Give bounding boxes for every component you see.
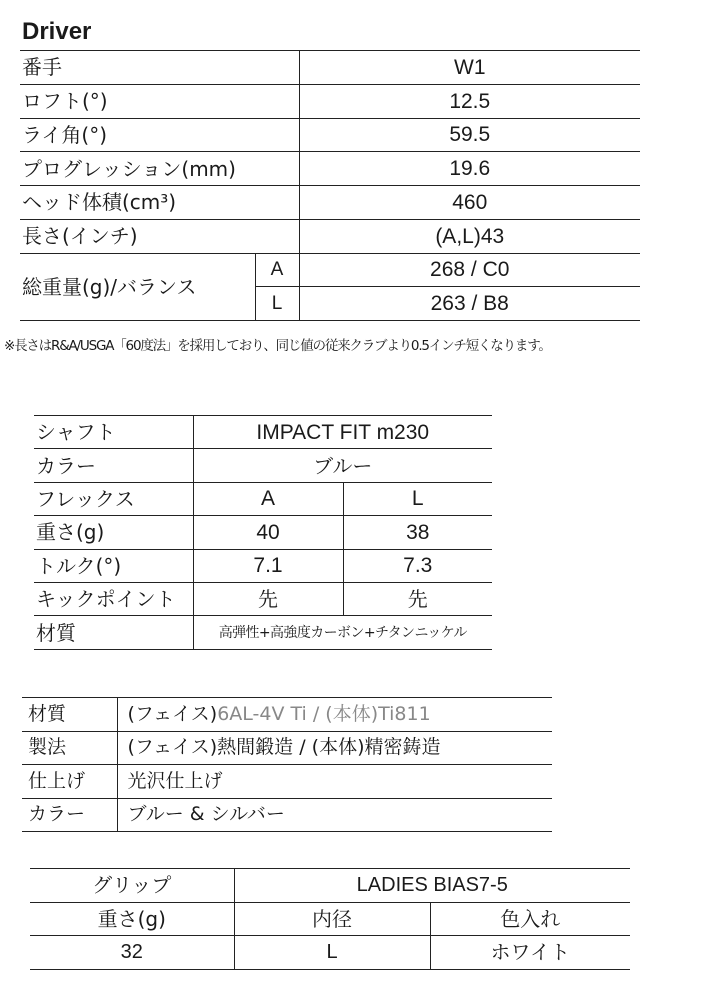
shaft-label: シャフト (34, 416, 193, 449)
table-row (20, 186, 640, 220)
spec-value: 460 (299, 186, 640, 220)
weight-balance-label: 総重量(g)/バランス (20, 253, 255, 321)
table-row (20, 253, 640, 287)
flex-a-label: A (255, 253, 299, 287)
grip-diameter: L (234, 936, 430, 970)
kick-point-a: 先 (193, 582, 343, 615)
torque-label: トルク(°) (34, 549, 193, 582)
table-row (20, 51, 640, 85)
table-row (34, 482, 492, 515)
table-row (22, 698, 552, 732)
spec-label: プログレッション(mm) (20, 152, 299, 186)
kick-point-label: キックポイント (34, 582, 193, 615)
grip-label: グリップ (30, 869, 234, 903)
shaft-material-label: 材質 (34, 616, 193, 649)
weight-balance-l: 263 / B8 (299, 287, 640, 321)
grip-color-label: 色入れ (430, 902, 630, 936)
spec-value: 19.6 (299, 152, 640, 186)
spec-label: 番手 (20, 51, 299, 85)
grip-diameter-label: 内径 (234, 902, 430, 936)
shaft-color-label: カラー (34, 449, 193, 482)
material-alloy: 6AL-4V Ti / (本体)Ti811 (217, 702, 431, 725)
material-face-label: (フェイス) (127, 702, 218, 725)
head-specs-table (20, 50, 640, 321)
spec-label: ライ角(°) (20, 118, 299, 152)
spec-label: 長さ(インチ) (20, 219, 299, 253)
flex-l: L (343, 482, 492, 515)
table-row (30, 869, 630, 903)
head-color-label: カラー (22, 798, 117, 832)
flex-l-label: L (255, 287, 299, 321)
flex-a: A (193, 482, 343, 515)
weight-balance-a: 268 / C0 (299, 253, 640, 287)
shaft-color: ブルー (193, 449, 492, 482)
kick-point-l: 先 (343, 582, 492, 615)
table-row (30, 936, 630, 970)
shaft-name: IMPACT FIT m230 (193, 416, 492, 449)
weight-l: 38 (343, 516, 492, 549)
flex-label: フレックス (34, 482, 193, 515)
method-value: (フェイス)熱間鍛造 / (本体)精密鋳造 (117, 731, 552, 765)
weight-label: 重さ(g) (34, 516, 193, 549)
weight-a: 40 (193, 516, 343, 549)
shaft-table (34, 415, 492, 650)
table-row (34, 416, 492, 449)
table-row (34, 616, 492, 649)
table-row (30, 902, 630, 936)
table-row (34, 582, 492, 615)
finish-value: 光沢仕上げ (117, 765, 552, 799)
grip-table (30, 868, 630, 970)
finish-label: 仕上げ (22, 765, 117, 799)
table-row (20, 118, 640, 152)
head-color-value: ブルー & シルバー (117, 798, 552, 832)
spec-value: 12.5 (299, 84, 640, 118)
table-row (20, 152, 640, 186)
material-label: 材質 (22, 698, 117, 732)
grip-weight: 32 (30, 936, 234, 970)
spec-value: 59.5 (299, 118, 640, 152)
table-row (22, 765, 552, 799)
grip-name: LADIES BIAS7-5 (234, 869, 630, 903)
spec-value: W1 (299, 51, 640, 85)
grip-weight-label: 重さ(g) (30, 902, 234, 936)
spec-label: ロフト(°) (20, 84, 299, 118)
shaft-material: 高弾性+高強度カーボン+チタンニッケル (193, 616, 492, 649)
material-value (117, 698, 552, 732)
spec-label: ヘッド体積(cm³) (20, 186, 299, 220)
page-title: Driver (22, 18, 92, 45)
table-row (34, 449, 492, 482)
grip-color: ホワイト (430, 936, 630, 970)
head-material-table (22, 697, 552, 832)
method-label: 製法 (22, 731, 117, 765)
table-row (20, 219, 640, 253)
table-row (22, 731, 552, 765)
table-row (22, 798, 552, 832)
table-row (34, 549, 492, 582)
spec-value: (A,L)43 (299, 219, 640, 253)
table-row (34, 516, 492, 549)
torque-a: 7.1 (193, 549, 343, 582)
torque-l: 7.3 (343, 549, 492, 582)
table-row (20, 84, 640, 118)
length-note: ※長さはR&A/USGA「60度法」を採用しており、同じ値の従来クラブより0.5インチ短くなります。 (4, 338, 551, 354)
